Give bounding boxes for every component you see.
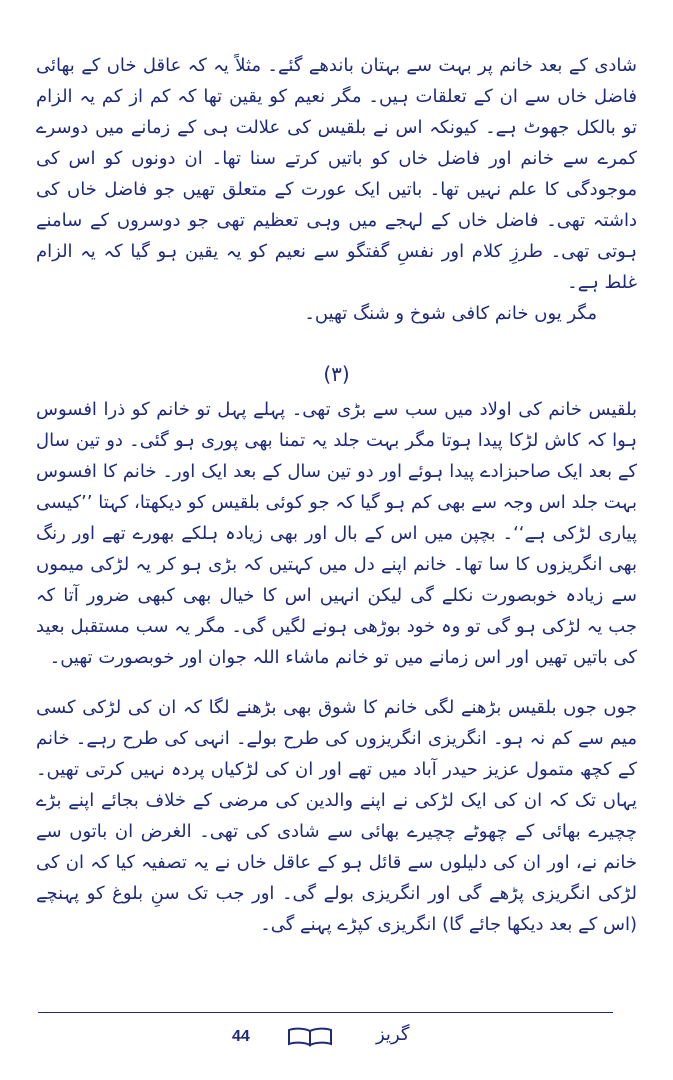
paragraph: شادی کے بعد خانم پر بہت سے بہتان باندھے گئے۔ مثلاً یہ کہ عاقل خاں کے بھائی فاضل خاں سے ان کے تعلقات ہیں۔ مگر نعیم کو یقین تھا کہ کم از کم یہ الزام تو بالکل جھوٹ ہے۔ کیونکہ اس نے بلقیس کی علالت ہی کے زمانے میں دوسرے کمرے سے خانم اور فاضل خاں کو باتیں کرتے سنا تھا۔ ان دونوں کو اس کی موجودگی کا علم نہیں تھا۔ باتیں ایک عورت کے متعلق تھیں جو فاضل خاں کی داشتہ تھی۔ فاضل خاں کے لہجے میں وہی تعظیم تھی جو دوسروں کے سامنے ہوتی تھی۔ طرزِ کلام اور نفسِ گفتگو سے نعیم کو یہ یقین ہو گیا کہ یہ الزام غلط ہے۔ <box>36 55 637 293</box>
section-heading: (۳) <box>323 362 350 386</box>
paragraph: بلقیس خانم کی اولاد میں سب سے بڑی تھی۔ پہلے پہل تو خانم کو ذرا افسوس ہوا کہ کاش لڑکا پیدا ہوتا مگر بہت جلد یہ تمنا بھی پوری ہو گئی۔ دو تین سال کے بعد ایک صاحبزادے پیدا ہوئے اور دو تین سال کے بعد ایک اور۔ خانم کا افسوس بہت جلد اس وجہ سے بھی کم ہو گیا کہ جو کوئی بلقیس کو دیکھتا، کہتا ’’کیسی پیاری لڑکی ہے‘‘۔ بچپن میں اس کے بال اور بھی زیادہ ہلکے بھورے تھے اور رنگ بھی انگریزوں کا سا تھا۔ خانم اپنے دل میں کہتیں کہ بڑی ہو کر یہ لڑکی میموں سے زیادہ خوبصورت نکلے گی لیکن انہیں اس کا خیال بھی کبھی ضرور آتا کہ جب یہ لڑکی ہو گی تو وہ خود بوڑھی ہونے لگیں گی۔ مگر یہ سب مستقبل بعید کی باتیں تھیں اور اس زمانے میں تو خانم ماشاء اللہ جوان اور خوبصورت تھیں۔ <box>36 399 637 668</box>
section-2 <box>36 394 637 673</box>
open-book-icon <box>286 1026 334 1048</box>
page-footer <box>0 1024 673 1054</box>
paragraph: جوں جوں بلقیس بڑھنے لگی خانم کا شوق بھی بڑھنے لگا کہ ان کی لڑکی کسی میم سے کم نہ ہو۔ انگریزی انگریزوں کی طرح بولے۔ انہی کی طرح رہے۔ خانم کے کچھ متمول عزیز حیدر آباد میں تھے اور ان کی لڑکیاں پردہ نہیں کرتی تھیں۔ یہاں تک کہ ان کی ایک لڑکی نے اپنے والدین کی مرضی کے خلاف بجائے اپنے بڑے چچیرے بھائی کے چھوٹے چچیرے بھائی سے شادی کی تھی۔ الغرض ان باتوں سے خانم نے، اور ان کی دلیلوں سے قائل ہو کے عاقل خاں نے یہ تصفیہ کیا کہ ان کی لڑکی انگریزی پڑھے گی اور انگریزی بولے گی۔ اور جب تک سنِ بلوغ کو پہنچے (اس کے بعد دیکھا جائے گا) انگریزی کپڑے پہنے گی۔ <box>36 697 637 935</box>
book-title: گریز <box>376 1024 410 1045</box>
section-3 <box>36 692 637 940</box>
paragraph: مگر یوں خانم کافی شوخ و شنگ تھیں۔ <box>304 303 597 324</box>
section-1 <box>36 50 637 329</box>
page-number: 44 <box>232 1028 250 1045</box>
footer-divider <box>38 1012 613 1013</box>
